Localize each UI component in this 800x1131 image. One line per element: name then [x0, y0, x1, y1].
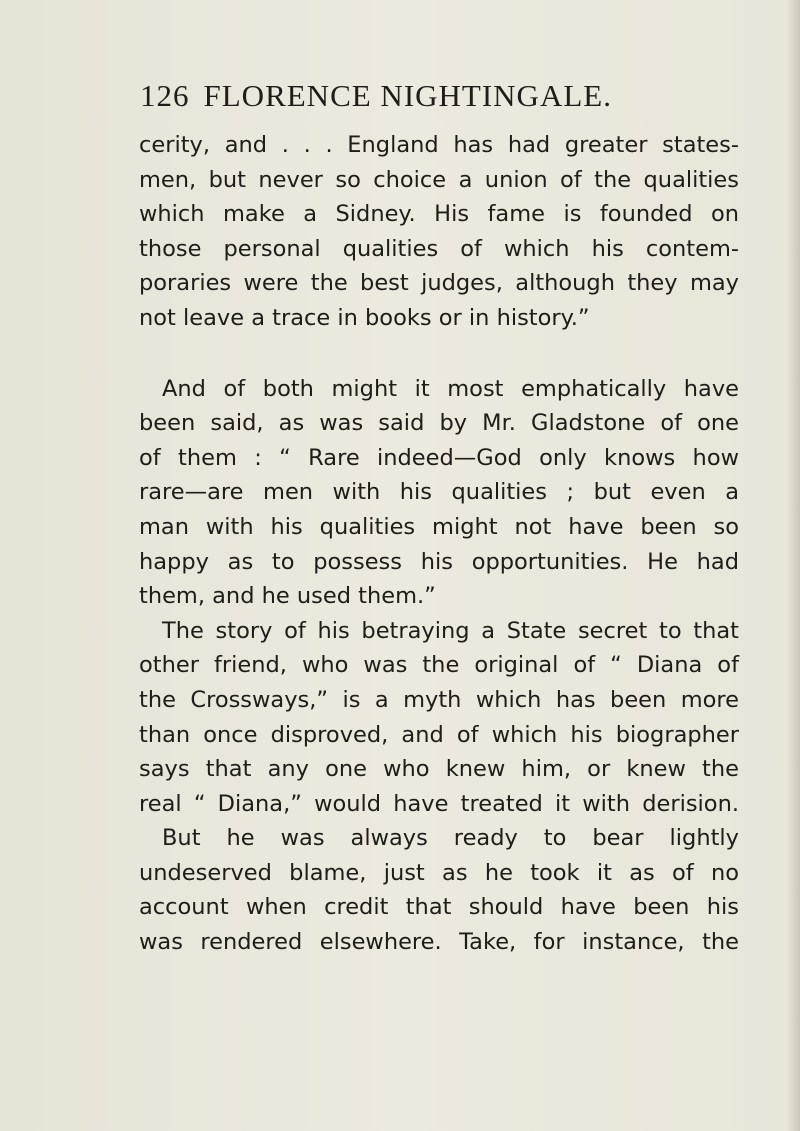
text-line: But he was always ready to bear lightly	[162, 825, 739, 852]
text-line: men, but never so choice a union of the qualities	[139, 166, 739, 193]
body-text	[139, 128, 739, 960]
text-line: undeserved blame, just as he took it as of no	[139, 859, 739, 886]
text-line: The story of his betraying a State secret to that	[162, 617, 739, 644]
text-line: those personal qualities of which his contem-	[139, 235, 739, 262]
text-line: account when credit that should have been his	[139, 894, 739, 921]
text-line: man with his qualities might not have been so	[139, 513, 739, 540]
text-line: poraries were the best judges, although they may	[139, 270, 739, 297]
text-line: other friend, who was the original of “ Diana of	[139, 652, 739, 679]
text-line: than once disproved, and of which his biographer	[139, 721, 739, 748]
text-line: happy as to possess his opportunities. He had	[139, 548, 739, 575]
text-line: real “ Diana,” would have treated it with derision.	[139, 790, 739, 817]
text-line: rare—are men with his qualities ; but even a	[139, 479, 739, 506]
text-line: was rendered elsewhere. Take, for instance, the	[139, 929, 739, 956]
text-line: which make a Sidney. His fame is founded on	[139, 201, 739, 228]
text-line: of them : “ Rare indeed—God only knows how	[139, 444, 739, 471]
page-number: 126	[140, 78, 190, 113]
text-line: says that any one who knew him, or knew the	[139, 756, 739, 783]
text-line: cerity, and . . . England has had greater states-	[139, 132, 739, 158]
text-line: been said, as was said by Mr. Gladstone of one	[139, 410, 739, 437]
text-line: them, and he used them.”	[139, 583, 436, 610]
page-edge-shadow	[786, 0, 800, 1131]
text-line: And of both might it most emphatically have	[162, 375, 739, 402]
running-head	[140, 78, 612, 114]
text-line: not leave a trace in books or in history.”	[139, 304, 590, 331]
running-title: FLORENCE NIGHTINGALE.	[203, 78, 612, 113]
text-line: the Crossways,” is a myth which has been more	[139, 686, 739, 713]
